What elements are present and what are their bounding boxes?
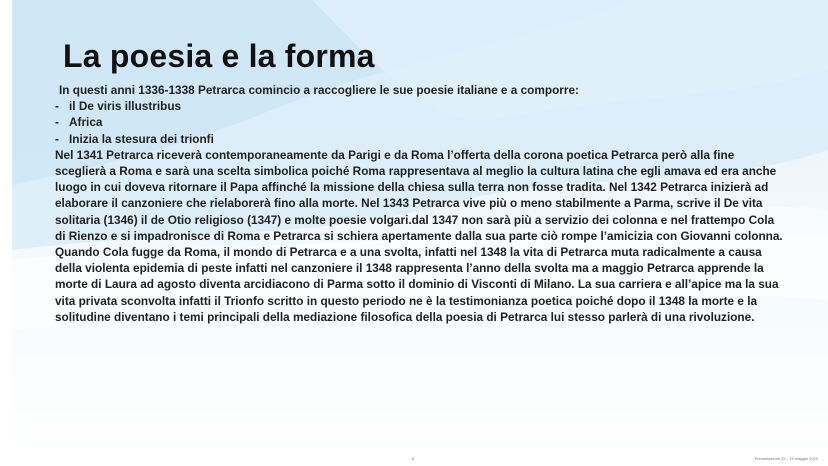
list-marker: - <box>55 115 59 130</box>
slide-title: La poesia e la forma <box>63 38 375 74</box>
list-item <box>55 114 785 130</box>
body-paragraph: Nel 1341 Petrarca riceverà contemporaneamente da Parigi e da Roma l’offerta della corona poetica Petrarca però alla fine sceglierà a Roma e sarà una scelta simbolica poiché Roma rappresentava al meglio la cultura latina che egli amava ed era anche luogo in cui doveva ritornare il Papa affinché la missione della chiesa sulla terra non fosse tradita. Nel 1342 Petrarca inizierà ad elaborare il canzoniere che rielaborerà fino alla morte. Nel 1343 Petrarca vive più o meno stabilmente a Parma, scrive il De vita solitaria (1346) il de Otio religioso (1347) e molte poesie volgari.dal 1347 non sarà più a servizio dei colonna e nel frattempo Cola di Rienzo e si impadronisce di Roma e Petrarca si schiera apertamente dalla sua parte ciò rompe l’amicizia con Giovanni colonna. Quando Cola fugge da Roma, il mondo di Petrarca e a una svolta, infatti nel 1348 la vita di Petrarca muta radicalmente a causa della violenta epidemia di peste infatti nel canzoniere il 1348 rappresenta l’anno della svolta ma a maggio Petrarca apprende la morte di Laura ad agosto diventa arcidiacono di Parma sotto il dominio di Visconti di Milano. La sua carriera e all’apice ma la sua vita privata sconvolta infatti il Trionfo scritto in questo periodo ne è la testimonianza poetica poiché dopo il 1348 la morte e la solitudine diventano i temi principali della mediazione filosofica della poesia di Petrarca lui stesso parlerà di una rivoluzione. <box>55 147 783 324</box>
slide-body <box>55 82 785 325</box>
list-item <box>55 131 785 147</box>
intro-text: In questi anni 1336-1338 Petrarca comincio a raccogliere le sue poesie italiane e a comporre: <box>59 83 579 97</box>
list-item-text: Inizia la stesura dei trionfi <box>69 131 214 146</box>
footer-presentation-info: Presentazione 22 - 15 maggio 2023 <box>754 456 818 461</box>
works-list <box>55 98 785 147</box>
list-marker: - <box>55 99 59 114</box>
list-item <box>55 98 785 114</box>
list-marker: - <box>55 131 59 146</box>
list-item-text: Africa <box>69 115 103 130</box>
page-number: 6 <box>412 456 415 461</box>
list-item-text: il De viris illustribus <box>69 99 182 114</box>
